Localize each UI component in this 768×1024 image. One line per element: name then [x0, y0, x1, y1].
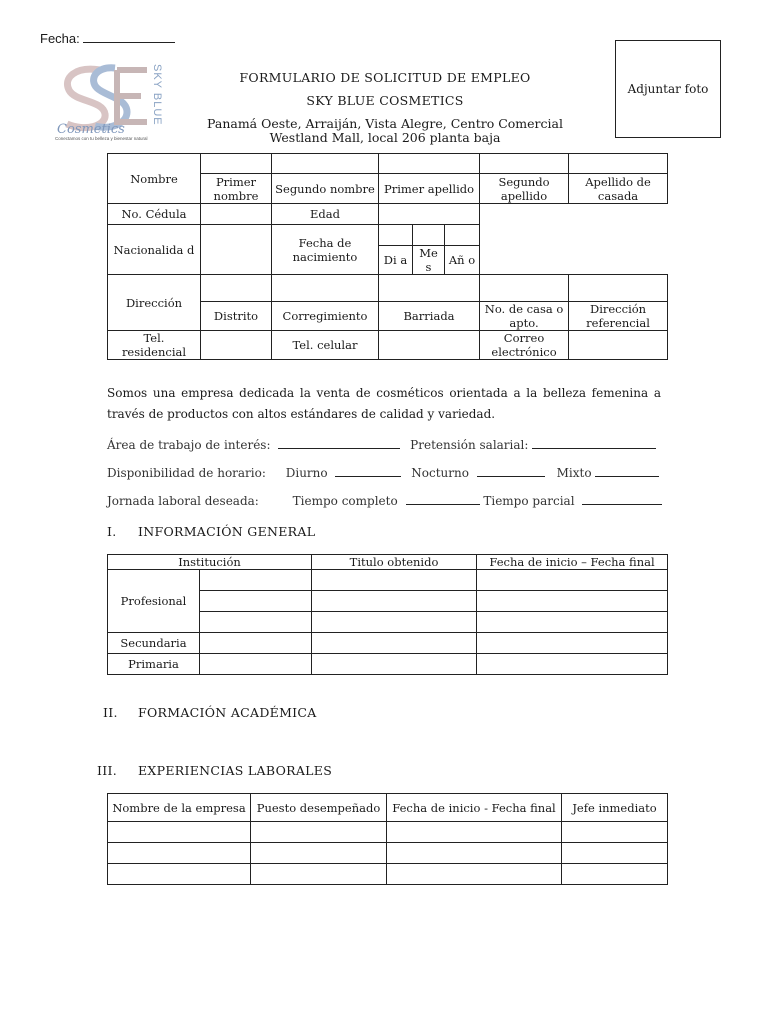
- profesional-titulo-1[interactable]: [312, 570, 477, 591]
- nocturno-input-line[interactable]: [477, 464, 545, 477]
- nacionalidad-label: Nacionalida d: [108, 225, 201, 275]
- edu-header-titulo: Titulo obtenido: [312, 555, 477, 570]
- education-table: [107, 554, 668, 675]
- blank-area: [480, 204, 668, 275]
- segundo-nombre-input[interactable]: [272, 154, 379, 174]
- section-2-number: II.: [103, 705, 118, 720]
- profesional-fechas-1[interactable]: [477, 570, 668, 591]
- salario-input-line[interactable]: [532, 436, 656, 449]
- section-2-heading: [103, 705, 317, 720]
- date-label: Fecha:: [40, 31, 80, 46]
- section-3-title: EXPERIENCIAS LABORALES: [138, 763, 333, 778]
- direccion-ref-label: Dirección referencial: [569, 302, 668, 331]
- address-line-2: Westland Mall, local 206 planta baja: [269, 130, 501, 145]
- exp-empresa-2[interactable]: [108, 843, 251, 864]
- address-line-1: Panamá Oeste, Arraiján, Vista Alegre, Centro Comercial: [207, 116, 563, 131]
- logo-script: Cosmetics: [57, 122, 125, 137]
- barriada-label: Barriada: [379, 302, 480, 331]
- cedula-label: No. Cédula: [108, 204, 201, 225]
- form-title: FORMULARIO DE SOLICITUD DE EMPLEO: [239, 70, 531, 85]
- direccion-ref-input[interactable]: [569, 275, 668, 302]
- segundo-apellido-input[interactable]: [480, 154, 569, 174]
- tel-cel-label: Tel. celular: [272, 331, 379, 360]
- profesional-fechas-3[interactable]: [477, 612, 668, 633]
- exp-empresa-3[interactable]: [108, 864, 251, 885]
- exp-jefe-1[interactable]: [562, 822, 668, 843]
- exp-fechas-3[interactable]: [387, 864, 562, 885]
- edu-header-institucion: Institución: [108, 555, 312, 570]
- exp-puesto-2[interactable]: [251, 843, 387, 864]
- parcial-label: Tiempo parcial: [483, 494, 575, 508]
- tel-cel-input[interactable]: [379, 331, 480, 360]
- shift-row: [107, 492, 662, 508]
- mixto-label: Mixto: [556, 466, 592, 480]
- section-2-title: FORMACIÓN ACADÉMICA: [138, 705, 317, 720]
- anio-input[interactable]: [445, 225, 480, 246]
- section-1-number: I.: [107, 524, 117, 539]
- personal-info-table: [107, 153, 668, 360]
- section-3-number: III.: [97, 763, 117, 778]
- no-casa-label: No. de casa o apto.: [480, 302, 569, 331]
- exp-fechas-2[interactable]: [387, 843, 562, 864]
- section-1-title: INFORMACIÓN GENERAL: [138, 524, 316, 539]
- apellido-casada-input[interactable]: [569, 154, 668, 174]
- primer-nombre-input[interactable]: [201, 154, 272, 174]
- distrito-label: Distrito: [201, 302, 272, 331]
- mes-input[interactable]: [413, 225, 445, 246]
- mes-label: Me s: [413, 246, 445, 275]
- anio-label: Añ o: [445, 246, 480, 275]
- exp-empresa-1[interactable]: [108, 822, 251, 843]
- fecha-nacimiento-label: Fecha de nacimiento: [272, 225, 379, 275]
- date-input-line[interactable]: [83, 30, 175, 43]
- tel-res-label: Tel. residencial: [108, 331, 201, 360]
- secundaria-fechas[interactable]: [477, 633, 668, 654]
- primer-apellido-label: Primer apellido: [379, 174, 480, 204]
- salario-label: Pretensión salarial:: [410, 438, 529, 452]
- photo-box[interactable]: [615, 40, 721, 138]
- logo-vertical-text: SKY BLUE: [151, 64, 163, 126]
- area-label: Área de trabajo de interés:: [107, 438, 271, 452]
- availability-row: [107, 464, 659, 480]
- nocturno-label: Nocturno: [411, 466, 469, 480]
- date-field: [40, 30, 175, 46]
- exp-header-jefe: Jefe inmediato: [562, 794, 668, 822]
- diurno-label: Diurno: [285, 466, 328, 480]
- edad-input[interactable]: [379, 204, 480, 225]
- tel-res-input[interactable]: [201, 331, 272, 360]
- jornada-label: Jornada laboral deseada:: [107, 494, 259, 508]
- disponibilidad-label: Disponibilidad de horario:: [107, 466, 266, 480]
- secundaria-institucion[interactable]: [200, 633, 312, 654]
- primaria-label: Primaria: [108, 654, 200, 675]
- exp-header-fechas: Fecha de inicio - Fecha final: [387, 794, 562, 822]
- completo-label: Tiempo completo: [292, 494, 398, 508]
- profesional-fechas-2[interactable]: [477, 591, 668, 612]
- segundo-nombre-label: Segundo nombre: [272, 174, 379, 204]
- profesional-institucion-2[interactable]: [200, 591, 312, 612]
- diurno-input-line[interactable]: [335, 464, 401, 477]
- exp-fechas-1[interactable]: [387, 822, 562, 843]
- corregimiento-input[interactable]: [272, 275, 379, 302]
- profesional-label: Profesional: [108, 570, 200, 633]
- cedula-input[interactable]: [201, 204, 272, 225]
- parcial-input-line[interactable]: [582, 492, 662, 505]
- exp-header-empresa: Nombre de la empresa: [108, 794, 251, 822]
- exp-jefe-2[interactable]: [562, 843, 668, 864]
- primaria-titulo[interactable]: [312, 654, 477, 675]
- company-name: SKY BLUE COSMETICS: [306, 93, 464, 108]
- nacionalidad-input[interactable]: [201, 225, 272, 275]
- segundo-apellido-label: Segundo apellido: [480, 174, 569, 204]
- direccion-label: Dirección: [108, 275, 201, 331]
- primaria-institucion[interactable]: [200, 654, 312, 675]
- exp-jefe-3[interactable]: [562, 864, 668, 885]
- area-input-line[interactable]: [278, 436, 400, 449]
- barriada-input[interactable]: [379, 275, 480, 302]
- distrito-input[interactable]: [201, 275, 272, 302]
- photo-box-label: Adjuntar foto: [627, 82, 709, 96]
- nombre-label: Nombre: [108, 154, 201, 204]
- primaria-fechas[interactable]: [477, 654, 668, 675]
- exp-puesto-3[interactable]: [251, 864, 387, 885]
- edad-label: Edad: [272, 204, 379, 225]
- correo-label: Correo electrónico: [480, 331, 569, 360]
- secundaria-titulo[interactable]: [312, 633, 477, 654]
- dia-label: Di a: [379, 246, 413, 275]
- exp-puesto-1[interactable]: [251, 822, 387, 843]
- edu-header-fechas: Fecha de inicio – Fecha final: [477, 555, 668, 570]
- correo-input[interactable]: [569, 331, 668, 360]
- profesional-institucion-1[interactable]: [200, 570, 312, 591]
- experience-table: [107, 793, 668, 885]
- mixto-input-line[interactable]: [595, 464, 659, 477]
- logo-tagline: Conectamos con tu belleza y bienestar natural: [55, 136, 148, 141]
- exp-header-puesto: Puesto desempeñado: [251, 794, 387, 822]
- apellido-casada-label: Apellido de casada: [569, 174, 668, 204]
- section-3-heading: [97, 763, 333, 778]
- logo-vertical-text-box: [149, 64, 163, 126]
- corregimiento-label: Corregimiento: [272, 302, 379, 331]
- section-1-heading: [107, 524, 316, 539]
- no-casa-input[interactable]: [480, 275, 569, 302]
- intro-paragraph: Somos una empresa dedicada la venta de cosméticos orientada a la belleza femenina a través de productos con altos estándares de calidad y variedad.: [107, 386, 661, 421]
- profesional-institucion-3[interactable]: [200, 612, 312, 633]
- primer-nombre-label: Primer nombre: [201, 174, 272, 204]
- primer-apellido-input[interactable]: [379, 154, 480, 174]
- completo-input-line[interactable]: [406, 492, 480, 505]
- profesional-titulo-2[interactable]: [312, 591, 477, 612]
- dia-input[interactable]: [379, 225, 413, 246]
- secundaria-label: Secundaria: [108, 633, 200, 654]
- company-logo: [55, 60, 175, 150]
- area-salary-row: [107, 436, 656, 452]
- profesional-titulo-3[interactable]: [312, 612, 477, 633]
